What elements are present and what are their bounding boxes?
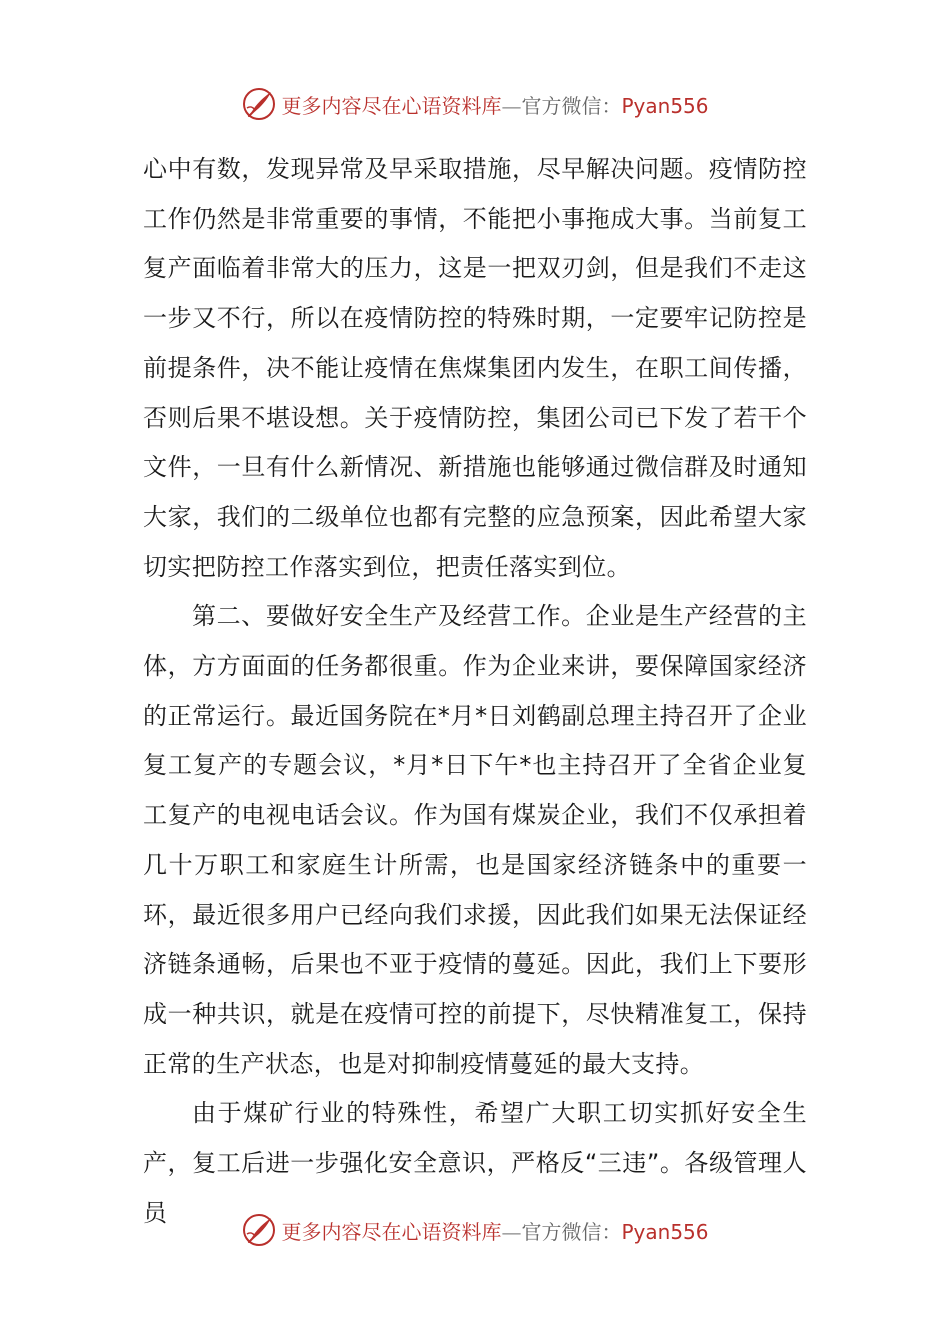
banner-dash: — [501, 1219, 522, 1244]
banner-wechat-id: Pyan556 [621, 1219, 709, 1244]
paragraph-2: 第二、要做好安全生产及经营工作。企业是生产经营的主体，方方面面的任务都很重。作为企业来讲，要保障国家经济的正常运行。最近国务院在*月*日刘鹤副总理主持召开了企业复工复产的专题会议，*月*日下午*也主持召开了全省企业复工复产的电视电话会议。作为国有煤炭企业，我们不仅承担着几十万职工和家庭生计所需，也是国家经济链条中的重要一环，最近很多用户已经向我们求援，因此我们如果无法保证经济链条通畅，后果也不亚于疫情的蔓延。因此，我们上下要形成一种共识，就是在疫情可控的前提下，尽快精准复工，保持正常的生产状态，也是对抑制疫情蔓延的最大支持。 [143, 602, 807, 1078]
banner-official-text: 官方微信： [521, 1219, 622, 1244]
paragraph-3: 由于煤矿行业的特殊性，希望广大职工切实抓好安全生产，复工后进一步强化安全意识，严格反“三违”。各级管理人员 [143, 1099, 807, 1227]
quill-logo-icon [241, 1212, 277, 1248]
footer-banner [0, 1208, 950, 1252]
quill-logo-icon [241, 86, 277, 122]
banner-text [281, 90, 708, 119]
paragraph-1: 心中有数，发现异常及早采取措施，尽早解决问题。疫情防控工作仍然是非常重要的事情，不能把小事拖成大事。当前复工复产面临着非常大的压力，这是一把双刃剑，但是我们不走这一步又不行，所以在疫情防控的特殊时期，一定要牢记防控是前提条件，决不能让疫情在焦煤集团内发生，在职工间传播，否则后果不堪设想。关于疫情防控，集团公司已下发了若干个文件，一旦有什么新情况、新措施也能够通过微信群及时通知大家，我们的二级单位也都有完整的应急预案，因此希望大家切实把防控工作落实到位，把责任落实到位。 [143, 155, 807, 581]
banner-dash: — [501, 93, 522, 118]
banner-wechat-id: Pyan556 [621, 93, 709, 118]
document-body [143, 145, 807, 1238]
banner-main-text: 更多内容尽在心语资料库 [281, 93, 502, 118]
banner-text [281, 1216, 708, 1245]
banner-main-text: 更多内容尽在心语资料库 [281, 1219, 502, 1244]
header-banner [0, 82, 950, 126]
banner-official-text: 官方微信： [521, 93, 622, 118]
